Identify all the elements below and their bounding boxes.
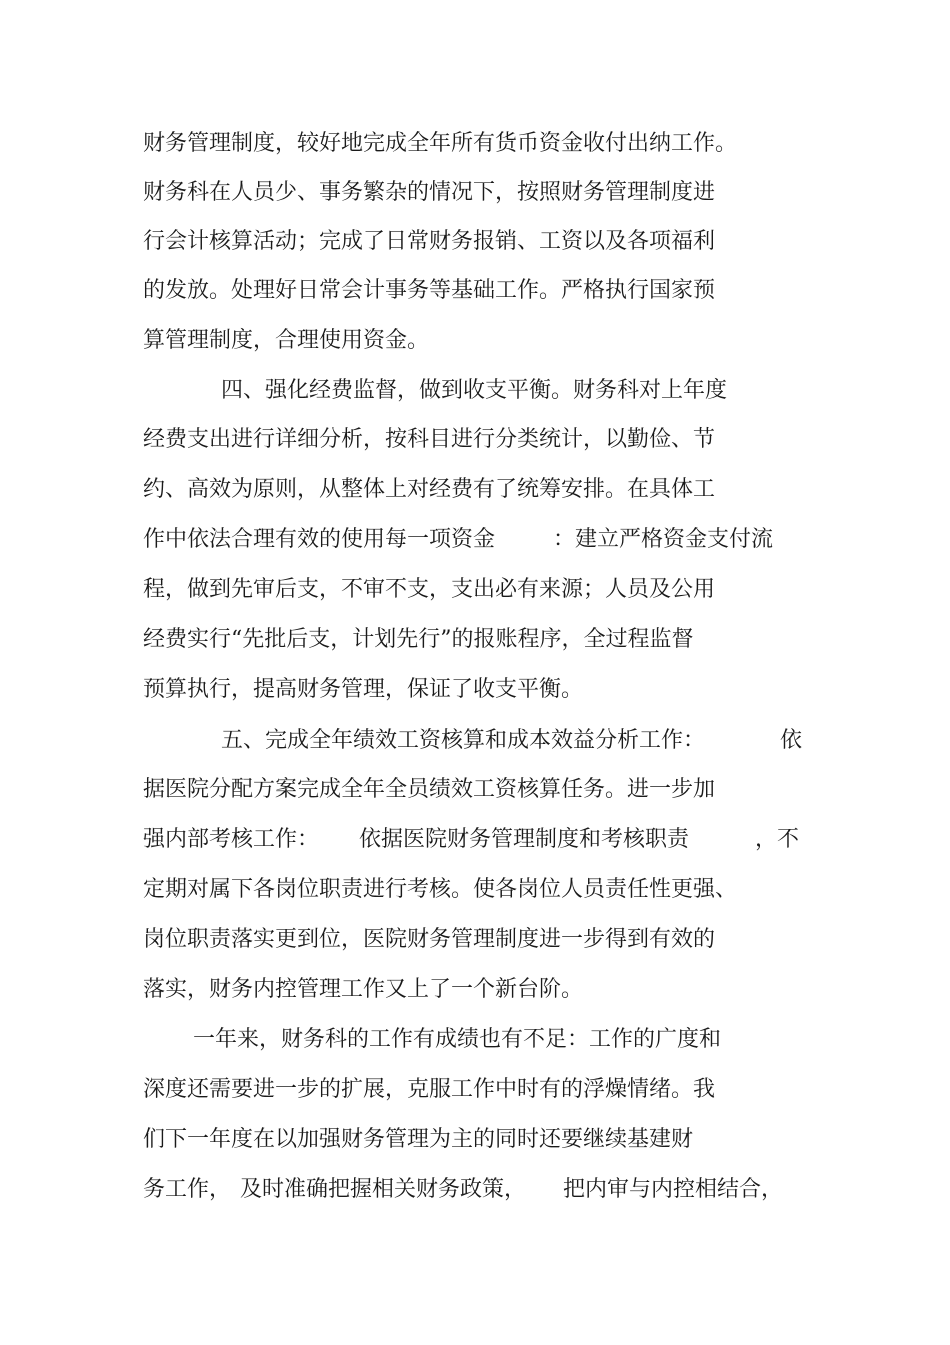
text-line-2: 财务科在人员少、事务繁杂的情况下，按照财务管理制度进	[143, 180, 716, 205]
text-line-10: 程，做到先审后支，不审不支，支出必有来源；人员及公用	[143, 577, 716, 602]
paragraph-five-heading-line	[221, 725, 806, 757]
text-line-1: 财务管理制度，较好地完成全年所有货币资金收付出纳工作。	[143, 131, 738, 156]
text-line-15-part-a: 强内部考核工作：	[143, 827, 320, 852]
text-line-8: 约、高效为原则，从整体上对经费有了统筹安排。在具体工	[143, 477, 716, 502]
text-line-18: 落实，财务内控管理工作又上了一个新台阶。	[143, 977, 584, 1002]
text-line-11: 经费实行“先批后支，计划先行”的报账程序，全过程监督	[143, 627, 694, 652]
text-line-22-part-b: 及时准确把握相关财务政策，	[240, 1177, 527, 1202]
text-line-9	[143, 524, 803, 556]
text-line-15-part-c: ，不	[755, 827, 800, 852]
text-line-20: 深度还需要进一步的扩展，克服工作中时有的浮燥情绪。我	[143, 1077, 716, 1102]
paragraph-five-heading-part-b: 依	[780, 728, 803, 753]
text-line-17: 岗位职责落实更到位，医院财务管理制度进一步得到有效的	[143, 927, 716, 952]
text-line-14: 据医院分配方案完成全年全员绩效工资核算任务。进一步加	[143, 777, 716, 802]
text-line-21: 们下一年度在以加强财务管理为主的同时还要继续基建财	[143, 1127, 694, 1152]
text-line-22-part-c: 把内审与内控相结合，	[563, 1177, 784, 1202]
text-line-16: 定期对属下各岗位职责进行考核。使各岗位人员责任性更强、	[143, 877, 738, 902]
text-line-22	[143, 1174, 793, 1206]
text-line-3: 行会计核算活动；完成了日常财务报销、工资以及各项福利	[143, 229, 716, 254]
paragraph-five-heading-part-a: 五、完成全年绩效工资核算和成本效益分析工作：	[221, 728, 706, 753]
text-line-5: 算管理制度，合理使用资金。	[143, 328, 430, 353]
text-line-15-part-b: 依据医院财务管理制度和考核职责	[359, 827, 690, 852]
text-line-12: 预算执行，提高财务管理，保证了收支平衡。	[143, 677, 584, 702]
text-line-15	[143, 824, 808, 856]
text-line-4: 的发放。处理好日常会计事务等基础工作。严格执行国家预	[143, 278, 716, 303]
closing-paragraph-first-line: 一年来，财务科的工作有成绩也有不足：工作的广度和	[193, 1027, 722, 1052]
text-line-7: 经费支出进行详细分析，按科目进行分类统计，以勤俭、节	[143, 427, 716, 452]
text-line-9-part-b: ：建立严格资金支付流	[553, 527, 774, 552]
text-line-22-part-a: 务工作，	[143, 1177, 232, 1202]
paragraph-four-heading-line: 四、强化经费监督，做到收支平衡。财务科对上年度	[221, 378, 728, 403]
text-line-9-part-a: 作中依法合理有效的使用每一项资金	[143, 527, 496, 552]
